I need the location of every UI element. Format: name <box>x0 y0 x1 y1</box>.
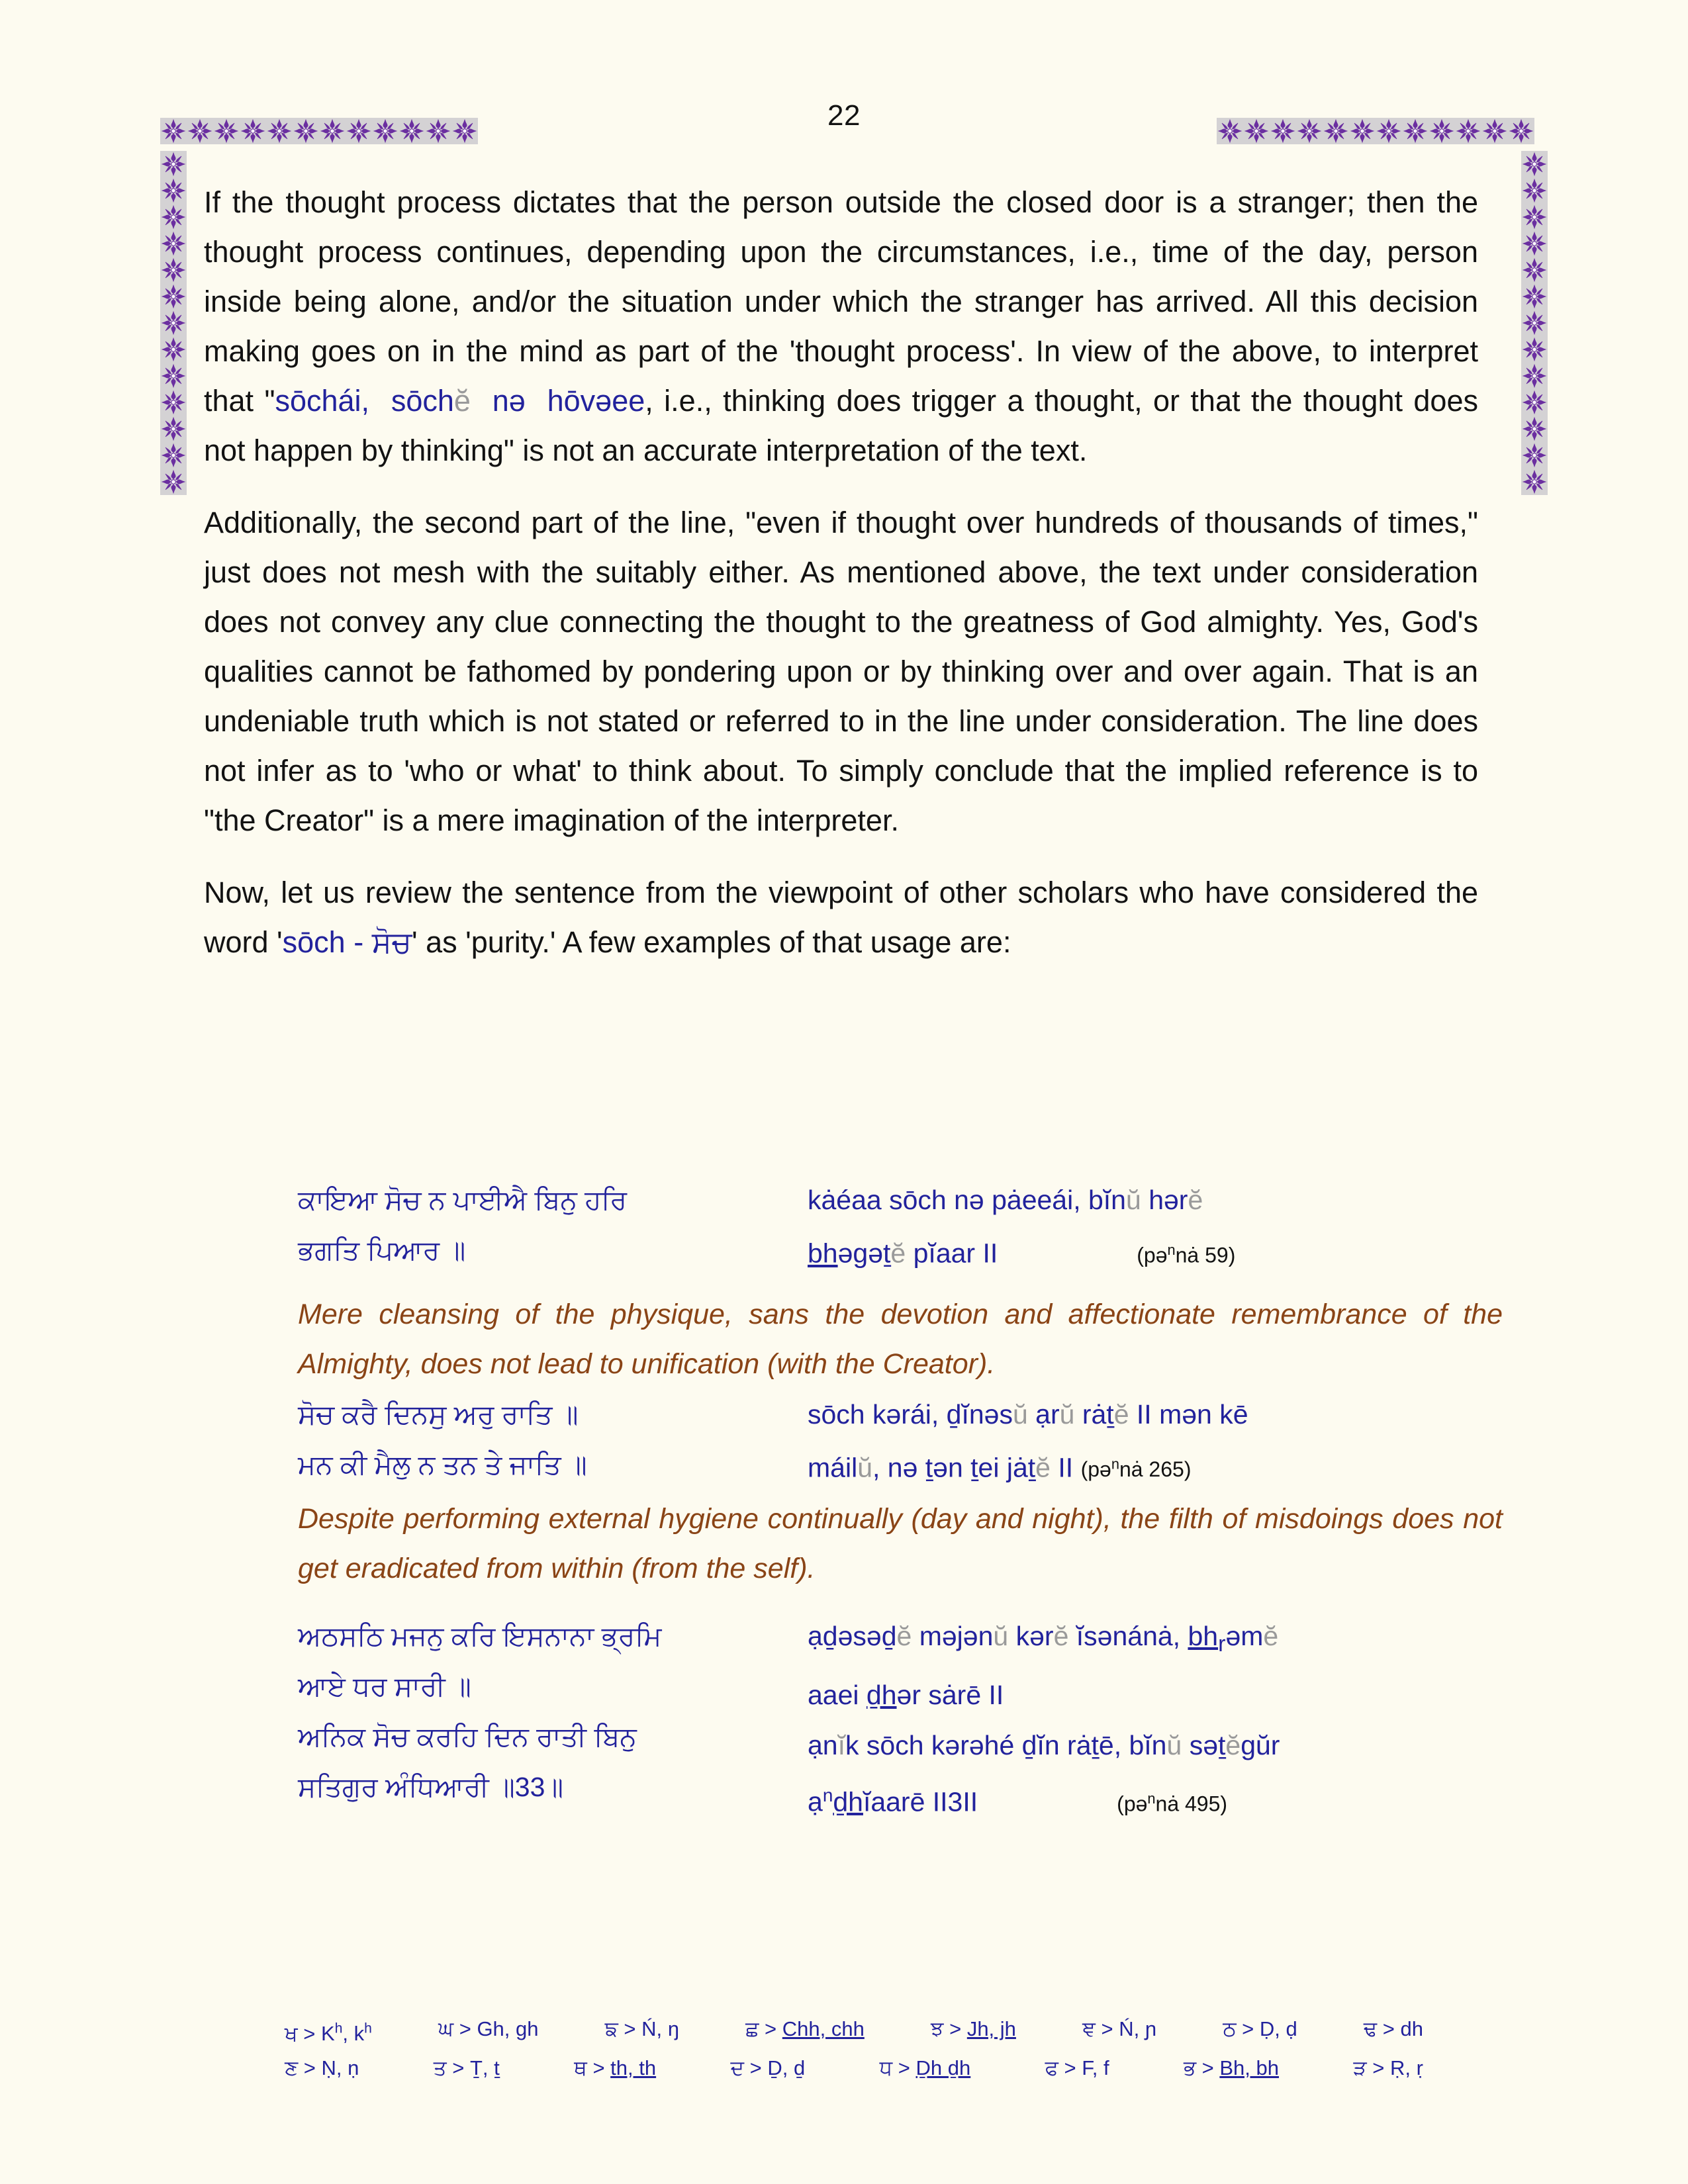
quote-2-gurmukhi-line-2: ਮਨ ਕੀ ਮੈਲੁ ਨ ਤਨ ਤੇ ਜਾਤਿ ॥ <box>298 1449 587 1480</box>
ornament-border-left <box>160 151 187 495</box>
q3-l4b: ĭaarē II3II <box>863 1786 978 1817</box>
transliteration-key-item <box>285 2051 359 2085</box>
q3-underlined-dh-2: ḏh <box>833 1786 863 1817</box>
key-arrow: > <box>892 2056 916 2080</box>
key-arrow: > <box>297 2022 321 2046</box>
floral-snowflake-ornament <box>160 204 187 230</box>
key-gurmukhi-char: ਙ <box>604 2017 618 2040</box>
key-gurmukhi-char: ਢ <box>1363 2017 1378 2040</box>
key-roman-equivalent: Chh, chh <box>782 2017 865 2040</box>
q3-diacritic-6: ŭ <box>1166 1729 1182 1760</box>
key-arrow: > <box>759 2017 782 2040</box>
q3-l1b: məjən <box>912 1621 994 1652</box>
transliteration-key-item <box>438 2012 538 2051</box>
q3-l3a: ạn <box>808 1729 838 1760</box>
q1-diacritic-2: ĕ <box>1188 1185 1203 1215</box>
page-number: 22 <box>827 99 861 132</box>
key-arrow: > <box>298 2056 322 2080</box>
transliteration-key-item <box>434 2051 500 2085</box>
quote-1-reference: (pə$^n$nȧ 59) <box>1137 1242 1236 1267</box>
quote-3-gurmukhi-line-4: ਸਤਿਗੁਰ ਅੰਧਿਆਰੀ ॥33॥ <box>298 1772 564 1803</box>
floral-snowflake-ornament <box>160 363 187 389</box>
key-gurmukhi-char: ਖ <box>285 2022 298 2046</box>
translit-sochai: sōchái, <box>275 384 370 418</box>
quote-3-translit-line-2 <box>808 1670 1503 1720</box>
key-roman-equivalent: Gh, gh <box>477 2017 539 2040</box>
floral-snowflake-ornament <box>160 416 187 442</box>
q1-diacritic-3: ĕ <box>890 1238 906 1269</box>
paragraph-1-part-2: , i.e., thinking does trigger a thought, or that the thought does not happen by thinking" is not an accurate interpretation of the text. <box>204 384 1478 467</box>
quote-3-gurmukhi-line-3: ਅਨਿਕ ਸੋਚ ਕਰਹਿ ਦਿਨ ਰਾਤੀ ਬਿਨੁ <box>298 1721 637 1752</box>
floral-snowflake-ornament <box>160 230 187 257</box>
scripture-quote-section <box>298 1175 1503 1829</box>
key-gurmukhi-char: ਤ <box>433 2056 447 2080</box>
key-roman-equivalent: Ṇ, ṇ <box>321 2056 359 2080</box>
key-arrow: > <box>1095 2017 1119 2040</box>
quote-2-translit-line-2 <box>808 1439 1503 1495</box>
quote-2-translation: Despite performing external hygiene continually (day and night), the filth of misdoings does not get eradicated from within (from the self). <box>298 1503 1503 1585</box>
translit-na: nə <box>492 384 526 418</box>
q3-l1e: əm <box>1225 1621 1264 1652</box>
q2-diacritic-4: ŭ <box>857 1452 872 1483</box>
key-arrow: > <box>1377 2017 1401 2040</box>
q1-t1b: hər <box>1141 1185 1188 1215</box>
q1-diacritic-1: ŭ <box>1126 1185 1141 1215</box>
transliteration-key-item <box>285 2012 372 2051</box>
key-arrow: > <box>586 2056 611 2080</box>
key-arrow: > <box>744 2056 768 2080</box>
key-roman-equivalent: Ṛ, ṛ <box>1390 2056 1423 2080</box>
quote-3-gurmukhi-line-1: ਅਠਸਠਿ ਮਜਨੁ ਕਰਿ ਇਸਨਾਨਾ ਭ੍ਰਮਿ <box>298 1621 662 1652</box>
quote-block-1 <box>298 1175 1503 1281</box>
q2-diacritic-5: ĕ <box>1035 1452 1051 1483</box>
quote-3-transliteration <box>808 1611 1503 1829</box>
word-soch-gurmukhi: ਸੋਚ <box>371 925 412 959</box>
paragraph-1 <box>204 177 1478 475</box>
floral-snowflake-ornament <box>1521 257 1548 283</box>
key-gurmukhi-char: ਛ <box>745 2017 759 2040</box>
transliteration-key-item <box>931 2012 1016 2051</box>
q2-t1d: II mən kē <box>1129 1398 1248 1430</box>
paragraph-1-part-1: If the thought process dictates that the person outside the closed door is a stranger; then the thought process continues, depending upon the circumstances, i.e., time of the day, person inside being alone, and/or the situation under which the stranger has arrived. All this decision making goes on in the mind as part of the 'thought process'. In view of the above, to interpret that " <box>204 185 1478 418</box>
q3-diacritic-2: ŭ <box>993 1621 1009 1652</box>
quote-2-gurmukhi <box>298 1389 808 1490</box>
quote-1-translit-line-1 <box>808 1175 1503 1225</box>
q2-t1b: ạr <box>1027 1398 1060 1430</box>
key-arrow: > <box>453 2017 477 2040</box>
floral-snowflake-ornament <box>160 469 187 495</box>
key-gurmukhi-char: ਘ <box>438 2017 454 2040</box>
floral-snowflake-ornament <box>1521 230 1548 257</box>
floral-snowflake-ornament <box>160 442 187 469</box>
q3-diacritic-7: ĕ <box>1225 1729 1241 1760</box>
q2-t1a: sōch kərái, ḏĭnəs <box>808 1398 1013 1430</box>
floral-snowflake-ornament <box>160 336 187 363</box>
key-roman-equivalent: Ḍ, ḍ <box>1259 2017 1297 2040</box>
translit-hovaee: hōvəee <box>547 384 645 418</box>
transliteration-key-row-2 <box>285 2051 1423 2085</box>
transliteration-key-item <box>880 2051 971 2085</box>
quote-1-translation: Mere cleansing of the physique, sans the devotion and affectionate remembrance of the Almighty, does not lead to unification (with the Creator). <box>298 1298 1503 1380</box>
q3-l1d: ĭsənánȧ, <box>1068 1621 1188 1652</box>
paragraph-3-part-1: Now, let us review the sentence from the viewpoint of other scholars who have considered the word ' <box>204 876 1478 959</box>
floral-snowflake-ornament <box>1521 151 1548 177</box>
q2-t2b: , nə ṯən ṯei jȧṯ <box>872 1452 1036 1483</box>
quote-1-transliteration <box>808 1175 1503 1281</box>
quote-3-translit-line-1 <box>808 1611 1503 1669</box>
floral-snowflake-ornament <box>160 389 187 416</box>
q3-l2b: ər sȧrē II <box>896 1679 1004 1710</box>
q3-diacritic-4: ĕ <box>1263 1621 1279 1652</box>
key-arrow: > <box>618 2017 642 2040</box>
floral-snowflake-ornament <box>1521 177 1548 204</box>
key-roman-equivalent: Ń, ɲ <box>1119 2017 1157 2040</box>
floral-snowflake-ornament <box>1521 283 1548 310</box>
key-arrow: > <box>446 2056 470 2080</box>
key-gurmukhi-char: ਦ <box>730 2056 745 2080</box>
diacritic-breve: ĕ <box>453 384 471 418</box>
paragraph-2: Additionally, the second part of the line, "even if thought over hundreds of thousands of times," just does not mesh with the suitably either. As mentioned above, the text under consideration does not convey any clue connecting the thought to the greatness of God almighty. Yes, God's qualities cannot be fathomed by pondering upon or by thinking over and over again. That is an undeniable truth which is not stated or referred to in the line under consideration. The line does not infer as to 'who or what' to think about. To simply conclude that the implied reference is to "the Creator" is a mere imagination of the interpreter. <box>204 506 1478 837</box>
key-arrow: > <box>1196 2056 1220 2080</box>
q1-t2a: əgəṯ <box>837 1238 891 1269</box>
floral-snowflake-ornament <box>160 257 187 283</box>
q3-l3b: k sōch kərəhé ḏĭn rȧṯē, bĭn <box>845 1729 1167 1760</box>
q1-t1a: kȧéaa sōch nə pȧeeái, bĭn <box>808 1185 1126 1215</box>
q3-diacritic-5: ĭ <box>837 1729 846 1760</box>
transliteration-key-item <box>1364 2012 1423 2051</box>
key-roman-equivalent: Ḏ, ḏ <box>767 2056 806 2080</box>
key-roman-equivalent: Bh, bh <box>1219 2056 1279 2080</box>
key-arrow: > <box>1058 2056 1082 2080</box>
q1-t2b: pĭaar II <box>906 1238 998 1269</box>
floral-snowflake-ornament <box>160 310 187 336</box>
quote-1-gurmukhi <box>298 1175 808 1275</box>
paragraph-3-part-2: ' as 'purity.' A few examples of that usage are: <box>412 925 1011 959</box>
key-arrow: > <box>1366 2056 1390 2080</box>
q3-l3c: səṯ <box>1182 1729 1226 1760</box>
q2-t1c: rȧṯ <box>1074 1398 1114 1430</box>
floral-snowflake-ornament <box>1521 389 1548 416</box>
quote-1-gurmukhi-line-1: ਕਾਇਆ ਸੋਚ ਨ ਪਾਈਐ ਬਿਨੁ ਹਰਿ <box>298 1185 628 1215</box>
key-gurmukhi-char: ੜ <box>1353 2056 1367 2080</box>
q3-subscript-r: r <box>1218 1631 1226 1657</box>
floral-snowflake-ornament <box>1521 336 1548 363</box>
key-roman-equivalent: Ń, ŋ <box>641 2017 679 2040</box>
q3-l3d: gŭr <box>1241 1729 1280 1760</box>
q3-l2a: aaei <box>808 1679 867 1710</box>
key-gurmukhi-char: ਞ <box>1082 2017 1096 2040</box>
q3-diacritic-1: ĕ <box>896 1621 912 1652</box>
floral-snowflake-ornament <box>1521 310 1548 336</box>
key-gurmukhi-char: ਠ <box>1223 2017 1237 2040</box>
quote-3-gurmukhi <box>298 1611 808 1812</box>
q2-diacritic-2: ŭ <box>1059 1398 1075 1430</box>
key-gurmukhi-char: ਝ <box>930 2017 944 2040</box>
key-roman-equivalent: dh <box>1400 2017 1423 2040</box>
quote-3-gurmukhi-line-2: ਆਏ ਧਰ ਸਾਰੀ ॥ <box>298 1671 471 1702</box>
quote-2-gurmukhi-line-1: ਸੋਚ ਕਰੈ ਦਿਨਸੁ ਅਰੁ ਰਾਤਿ ॥ <box>298 1398 579 1430</box>
floral-snowflake-ornament <box>160 151 187 177</box>
key-arrow: > <box>943 2017 967 2040</box>
quote-3-translit-line-3 <box>808 1720 1503 1770</box>
key-roman-equivalent: th, th <box>610 2056 657 2080</box>
quote-1-translit-line-2 <box>808 1225 1503 1281</box>
q3-l1c: kər <box>1008 1621 1054 1652</box>
key-roman-equivalent: Ṯ, ṯ <box>469 2056 500 2080</box>
quote-block-3 <box>298 1611 1503 1829</box>
q3-diacritic-3: ĕ <box>1053 1621 1069 1652</box>
key-gurmukhi-char: ਭ <box>1184 2056 1197 2080</box>
quote-block-2 <box>298 1389 1503 1495</box>
key-roman-equivalent: $K^h$, $k^h$ <box>321 2021 372 2046</box>
transliteration-key-footnote <box>285 2012 1423 2085</box>
q3-superscript-n: n <box>822 1784 833 1805</box>
q2-t2c: II <box>1050 1452 1074 1483</box>
word-soch-roman: sōch <box>282 925 346 959</box>
transliteration-key-item <box>1353 2051 1423 2085</box>
key-gurmukhi-char: ਣ <box>285 2056 299 2080</box>
floral-snowflake-ornament <box>1521 442 1548 469</box>
transliteration-key-item <box>745 2012 865 2051</box>
q2-t2a: máil <box>808 1452 858 1483</box>
key-roman-equivalent: Jh, jh <box>966 2017 1016 2040</box>
transliteration-key-item <box>605 2012 679 2051</box>
quote-1-gurmukhi-line-2: ਭਗਤਿ ਪਿਆਰ ॥ <box>298 1235 466 1265</box>
transliteration-key-item <box>1184 2051 1279 2085</box>
translit-soche: sōchĕ <box>391 384 471 418</box>
transliteration-key-item <box>1045 2051 1109 2085</box>
floral-snowflake-ornament <box>160 177 187 204</box>
quote-2-translit-line-1 <box>808 1389 1503 1439</box>
quote-3-translit-line-4 <box>808 1770 1503 1829</box>
key-gurmukhi-char: ਫ <box>1045 2056 1058 2080</box>
key-roman-equivalent: Ḏh ḏh <box>915 2056 971 2080</box>
quote-2-reference: (pə$^n$nȧ 265) <box>1080 1455 1192 1482</box>
q2-diacritic-1: ŭ <box>1012 1398 1028 1430</box>
q3-l4a: ạ <box>808 1786 823 1817</box>
q2-diacritic-3: ĕ <box>1113 1398 1129 1430</box>
transliteration-key-item <box>1082 2012 1156 2051</box>
key-gurmukhi-char: ਥ <box>574 2056 587 2080</box>
q3-l1a: ạḏəsəḏ <box>808 1621 897 1652</box>
floral-snowflake-ornament <box>1521 469 1548 495</box>
quote-2-transliteration <box>808 1389 1503 1495</box>
q3-underlined-dh: ḏh <box>866 1679 897 1710</box>
q1-underlined-bh: bh <box>808 1238 838 1269</box>
key-roman-equivalent: F, f <box>1082 2056 1109 2080</box>
paragraph-3 <box>204 868 1478 967</box>
key-arrow: > <box>1236 2017 1260 2040</box>
floral-snowflake-ornament <box>160 283 187 310</box>
transliteration-key-item <box>1223 2012 1297 2051</box>
floral-snowflake-ornament <box>1521 363 1548 389</box>
q3-underlined-bh: bh <box>1188 1621 1219 1652</box>
key-gurmukhi-char: ਧ <box>879 2056 893 2080</box>
quote-3-reference: (pə$^n$nȧ 495) <box>1117 1790 1228 1816</box>
body-text-column <box>204 177 1478 967</box>
floral-snowflake-ornament <box>1521 416 1548 442</box>
word-separator: - <box>345 925 372 959</box>
transliteration-key-item <box>731 2051 806 2085</box>
floral-snowflake-ornament <box>1521 204 1548 230</box>
ornament-border-right <box>1521 151 1548 495</box>
transliteration-key-item <box>574 2051 656 2085</box>
transliteration-key-row-1 <box>285 2012 1423 2051</box>
